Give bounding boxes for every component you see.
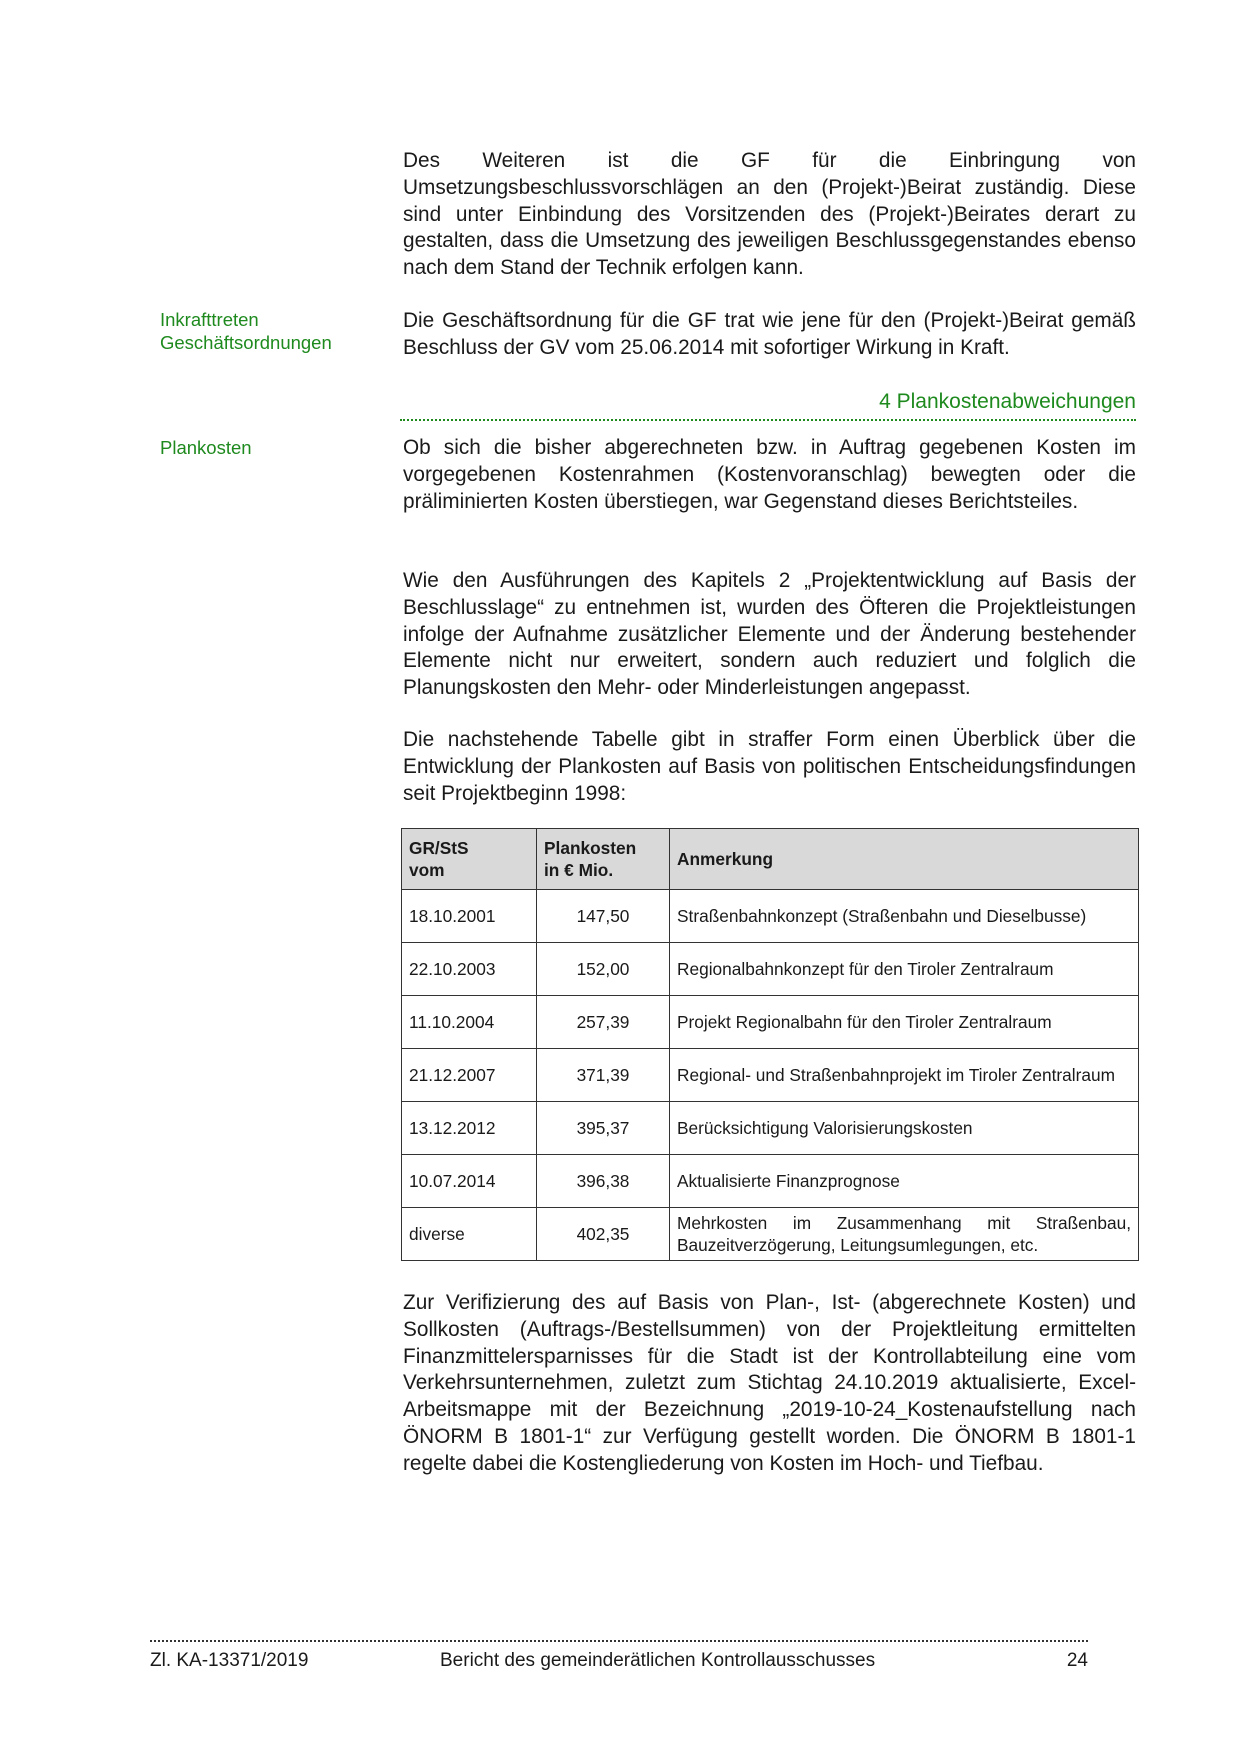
paragraph-kostenrahmen: Ob sich die bisher abgerechneten bzw. in Auftrag gegebenen Kosten im vorgegebenen Kostenrahmen (Kostenvoranschlag) bewegten oder die präliminierten Kosten überstiegen, war Gegenstand dieses Berichtsteiles.: [403, 436, 1136, 513]
column-header-cost-line1: Plankosten: [544, 838, 637, 858]
cell-date: 22.10.2003: [402, 943, 537, 996]
column-header-date: [402, 829, 537, 890]
column-header-date-line1: GR/StS: [409, 838, 469, 858]
table-row: [402, 1155, 1139, 1208]
table-header-row: [402, 829, 1139, 890]
table-row: [402, 1208, 1139, 1261]
cell-note: Aktualisierte Finanzprognose: [670, 1155, 1139, 1208]
cell-note: Berücksichtigung Valorisierungskosten: [670, 1102, 1139, 1155]
paragraph-tabelle-einleitung: Die nachstehende Tabelle gibt in straffer Form einen Überblick über die Entwicklung der Plankosten auf Basis von politischen Entscheidungsfindungen seit Projektbeginn 1998:: [403, 728, 1136, 805]
column-header-date-line2: vom: [409, 860, 445, 880]
cell-note: Projekt Regionalbahn für den Tiroler Zentralraum: [670, 996, 1139, 1049]
cell-cost: 371,39: [537, 1049, 670, 1102]
cell-cost: 152,00: [537, 943, 670, 996]
cell-date: 21.12.2007: [402, 1049, 537, 1102]
paragraph-gf-beschlussvorschlaege: Des Weiteren ist die GF für die Einbringung von Umsetzungsbeschlussvorschlägen an den (Projekt-)Beirat zuständig. Diese sind unter Einbindung des Vorsitzenden des (Projekt-)Beirates derart zu gestalten, dass die Umsetzung des jeweiligen Beschlussgegenstandes ebenso nach dem Stand der Technik erfolgen kann.: [403, 149, 1136, 280]
paragraph-verifizierung: Zur Verifizierung des auf Basis von Plan-, Ist- (abgerechnete Kosten) und Sollkosten (Auftrags-/Bestellsummen) von der Projektleitung ermittelten Finanzmittelersparnisses für die Stadt ist der Kontrollabteilung eine vom Verkehrsunternehmen, zuletzt zum Stichtag 24.10.2019 aktualisierte, Excel-Arbeitsmappe mit der Bezeichnung „2019-10-24_Kostenaufstellung nach ÖNORM B 1801-1“ zur Verfügung gestellt worden. Die ÖNORM B 1801-1 regelte dabei die Kostengliederung von Kosten im Hoch- und Tiefbau.: [403, 1291, 1136, 1475]
section-heading-plankostenabweichungen: [400, 385, 1136, 421]
cell-cost: 396,38: [537, 1155, 670, 1208]
table-row: [402, 890, 1139, 943]
cell-date: 11.10.2004: [402, 996, 537, 1049]
footer-page-number: 24: [1066, 1650, 1088, 1671]
table-row: [402, 1049, 1139, 1102]
cell-cost: 257,39: [537, 996, 670, 1049]
cell-date: diverse: [402, 1208, 537, 1261]
cell-note: Straßenbahnkonzept (Straßenbahn und Dieselbusse): [670, 890, 1139, 943]
cell-date: 10.07.2014: [402, 1155, 537, 1208]
margin-note-plankosten: Plankosten: [160, 437, 252, 458]
cell-cost: 402,35: [537, 1208, 670, 1261]
column-header-cost: [537, 829, 670, 890]
cell-date: 18.10.2001: [402, 890, 537, 943]
table-row: [402, 1102, 1139, 1155]
footer-title: Bericht des gemeinderätlichen Kontrollausschusses: [440, 1650, 876, 1671]
cell-cost: 147,50: [537, 890, 670, 943]
footer-divider: [150, 1640, 1088, 1642]
cell-note: Regional- und Straßenbahnprojekt im Tiroler Zentralraum: [670, 1049, 1139, 1102]
cell-note: Mehrkosten im Zusammenhang mit Straßenbau, Bauzeitverzögerung, Leitungsumlegungen, etc.: [670, 1208, 1139, 1261]
footer-reference: Zl. KA-13371/2019: [150, 1650, 309, 1671]
table-row: [402, 996, 1139, 1049]
cell-cost: 395,37: [537, 1102, 670, 1155]
margin-note-inkrafttreten-line1: Inkrafttreten: [160, 309, 259, 330]
paragraph-projektentwicklung: Wie den Ausführungen des Kapitels 2 „Projektentwicklung auf Basis der Beschlusslage“ zu entnehmen ist, wurden des Öfteren die Projektleistungen infolge der Aufnahme zusätzlicher Elemente und der Änderung bestehender Elemente nicht nur erweitert, sondern auch reduziert und folglich die Planungskosten den Mehr- oder Minderleistungen angepasst.: [403, 569, 1136, 700]
margin-note-inkrafttreten: [160, 308, 370, 354]
section-heading-text: 4 Plankostenabweichungen: [879, 390, 1136, 413]
cell-note: Regionalbahnkonzept für den Tiroler Zentralraum: [670, 943, 1139, 996]
paragraph-geschaeftsordnung: Die Geschäftsordnung für die GF trat wie jene für den (Projekt-)Beirat gemäß Beschluss der GV vom 25.06.2014 mit sofortiger Wirkung in Kraft.: [403, 309, 1136, 359]
cell-date: 13.12.2012: [402, 1102, 537, 1155]
table-row: [402, 943, 1139, 996]
column-header-note: Anmerkung: [670, 829, 1139, 890]
margin-note-inkrafttreten-line2: Geschäftsordnungen: [160, 332, 332, 353]
column-header-cost-line2: in € Mio.: [544, 860, 614, 880]
plankosten-table: [401, 828, 1139, 1261]
